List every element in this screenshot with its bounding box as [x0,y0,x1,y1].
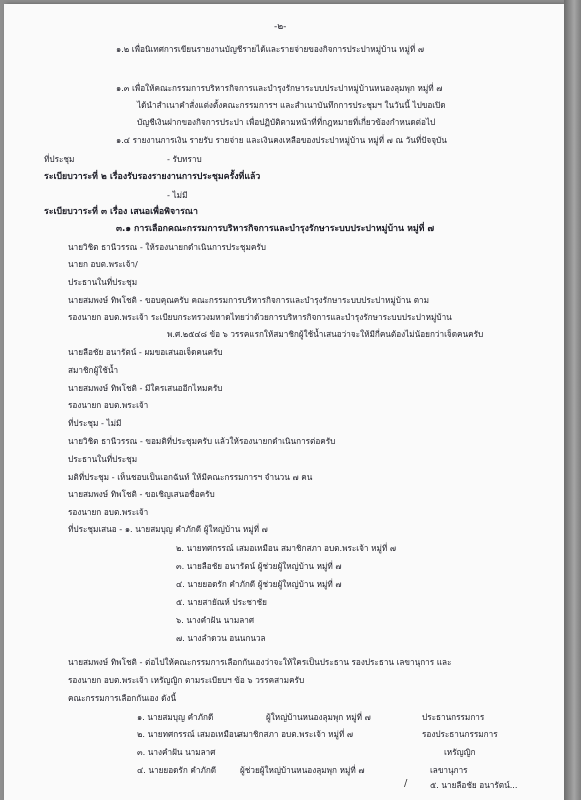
closing-line: รองนายก อบต.พระเจ้า เหรัญญิก ตามระเบียบฯ ข้อ ๖ วรรคสามครับ [68,675,305,685]
page-number: -๒- [274,22,287,32]
committee-name: ๑. นายสมบุญ คำภักดี [137,712,214,722]
committee-role: รองประธานกรรมการ [422,729,498,739]
agenda2-value: - ไม่มี [167,190,188,200]
agenda2-title: ระเบียบวาระที่ ๒ เรื่องรับรองรายงานการประชุมครั้งที่แล้ว [44,172,261,182]
dialogue-line: สมาชิกผู้ใช้น้ำ [68,365,119,375]
page-edge-shadow [564,0,581,800]
committee-detail: ผู้ใหญ่บ้านหนองลุมพุก หมู่ที่ ๗ [266,712,371,722]
dialogue-line: มติที่ประชุม - เห็นชอบเป็นเอกฉันท์ ให้มีคณะกรรมการฯ จำนวน ๗ คน [68,472,313,482]
dialogue-line: พ.ศ.๒๕๔๘ ข้อ ๖ วรรคแรกให้สมาชิกผู้ใช้น้ำเสนอว่าจะให้มีกี่คนต้องไม่น้อยกว่าเจ็ดคนครับ [167,329,484,339]
committee-role: ประธานกรรมการ [422,712,485,722]
dialogue-line: นายสมพงษ์ ทิพโชติ - ขอเชิญเสนอชื่อครับ [68,489,215,499]
dialogue-line: นายก อบต.พระเจ้า/ [68,259,138,269]
agenda3-title: ระเบียบวาระที่ ๓ เรื่อง เสนอเพื่อพิจารณา [44,207,198,217]
closing-line: นายสมพงษ์ ทิพโชติ - ต่อไปให้คณะกรรมการเลือกกันเองว่าจะให้ใครเป็นประธาน รองประธาน เลขานุการ และ [68,657,452,667]
dialogue-line: ที่ประชุมเสนอ - ๑. นายสมบุญ คำภักดี ผู้ใหญ่บ้าน หมู่ที่ ๗ [68,524,268,534]
dialogue-line: ประธานในที่ประชุม [68,277,138,287]
dialogue-line: รองนายก อบต.พระเจ้า [68,507,149,517]
committee-name: ๒. นายทศกรรณ์ เสมอเหมือน [137,729,240,739]
dialogue-line: นายสมพงษ์ ทิพโชติ - ขอบคุณครับ คณะกรรมการบริหารกิจการและบำรุงรักษาระบบประปาหมู่บ้าน ตาม [68,295,430,305]
committee-detail: สมาชิกสภา อบต.พระเจ้า หมู่ที่ ๗ [238,729,354,739]
committee-name: ๔. นายยอดรัก คำภักดี [137,765,217,775]
closing-line: คณะกรรมการเลือกกันเอง ดังนี้ [68,693,177,703]
dialogue-line: รองนายก อบต.พระเจ้า ระเบียบกระทรวงมหาดไทยว่าด้วยการบริหารกิจการและบำรุงรักษาระบบประปาหมู่บ้าน [68,312,452,322]
committee-role: เลขานุการ [430,765,468,775]
meeting-ack-value: - รับทราบ [167,154,202,164]
nominee-item: ๓. นายลือชัย อนารัตน์ ผู้ช่วยผู้ใหญ่บ้าน หมู่ที่ ๗ [176,561,342,571]
dialogue-line: นายวิชิต ธานีวรรณ - ให้รองนายกดำเนินการประชุมครับ [68,242,266,252]
committee-role: เหรัญญิก [444,747,476,757]
dialogue-line: นายลือชัย อนารัตน์ - ผมขอเสนอเจ็ดคนครับ [68,347,223,357]
dialogue-line: รองนายก อบต.พระเจ้า [68,400,149,410]
agenda3-sub: ๓.๑ การเลือกคณะกรรมการบริหารกิจการและบำรุงรักษาระบบประปาหมู่บ้าน หมู่ที่ ๗ [116,224,435,234]
pen-mark: / [404,778,408,789]
agenda-item-1-3-cont: ได้นำสำเนาคำสั่งแต่งตั้งคณะกรรมการฯ และสำเนาบันทึกการประชุมฯ ในวันนี้ ไปขอเปิด [137,100,446,110]
agenda-item-1-3-cont2: บัญชีเงินฝากของกิจการประปา เพื่อปฏิบัติตามหน้าที่ที่กฎหมายที่เกี่ยวข้องกำหนดต่อไป [137,117,436,127]
dialogue-line: ที่ประชุม - ไม่มี [68,418,122,428]
nominee-item: ๒. นายทศกรรณ์ เสมอเหมือน สมาชิกสภา อบต.พระเจ้า หมู่ที่ ๗ [176,543,397,553]
agenda-item-1-2: ๑.๒ เพื่อนิเทศการเขียนรายงานบัญชีรายได้และรายจ่ายของกิจการประปาหมู่บ้าน หมู่ที่ ๗ [116,44,425,54]
agenda-item-1-3: ๑.๓ เพื่อให้คณะกรรมการบริหารกิจการและบำรุงรักษาระบบประปาหมู่บ้านหนองลุมพุก หมู่ที่ ๗ [116,83,443,93]
nominee-item: ๕. นายสายัณห์ ประชาชัย [176,597,267,607]
last-line: ๕. นายลือชัย อนารัตน์... [430,780,518,790]
meeting-ack-label: ที่ประชุม [44,154,75,164]
committee-detail: ผู้ช่วยผู้ใหญ่บ้านหนองลุมพุก หมู่ที่ ๗ [240,765,365,775]
dialogue-line: นายวิชิต ธานีวรรณ - ขอมติที่ประชุมครับ แล้วให้รองนายกดำเนินการต่อครับ [68,436,336,446]
dialogue-line: นายสมพงษ์ ทิพโชติ - มีใครเสนออีกไหมครับ [68,383,223,393]
nominee-item: ๗. นางลำดวน อนนกนวล [176,633,266,643]
dialogue-line: ประธานในที่ประชุม [68,454,138,464]
document-page [4,4,564,800]
committee-name: ๓. นางคำฝัน นามลาศ [137,747,216,757]
agenda-item-1-4: ๑.๔ รายงานการเงิน รายรับ รายจ่าย และเงินคงเหลือของประปาหมู่บ้าน หมู่ที่ ๗ ณ วันที่ปัจจุบัน [116,135,447,145]
nominee-item: ๔. นายยอดรัก คำภักดี ผู้ช่วยผู้ใหญ่บ้าน หมู่ที่ ๗ [176,579,342,589]
nominee-item: ๖. นางคำฝัน นามลาศ [176,615,255,625]
